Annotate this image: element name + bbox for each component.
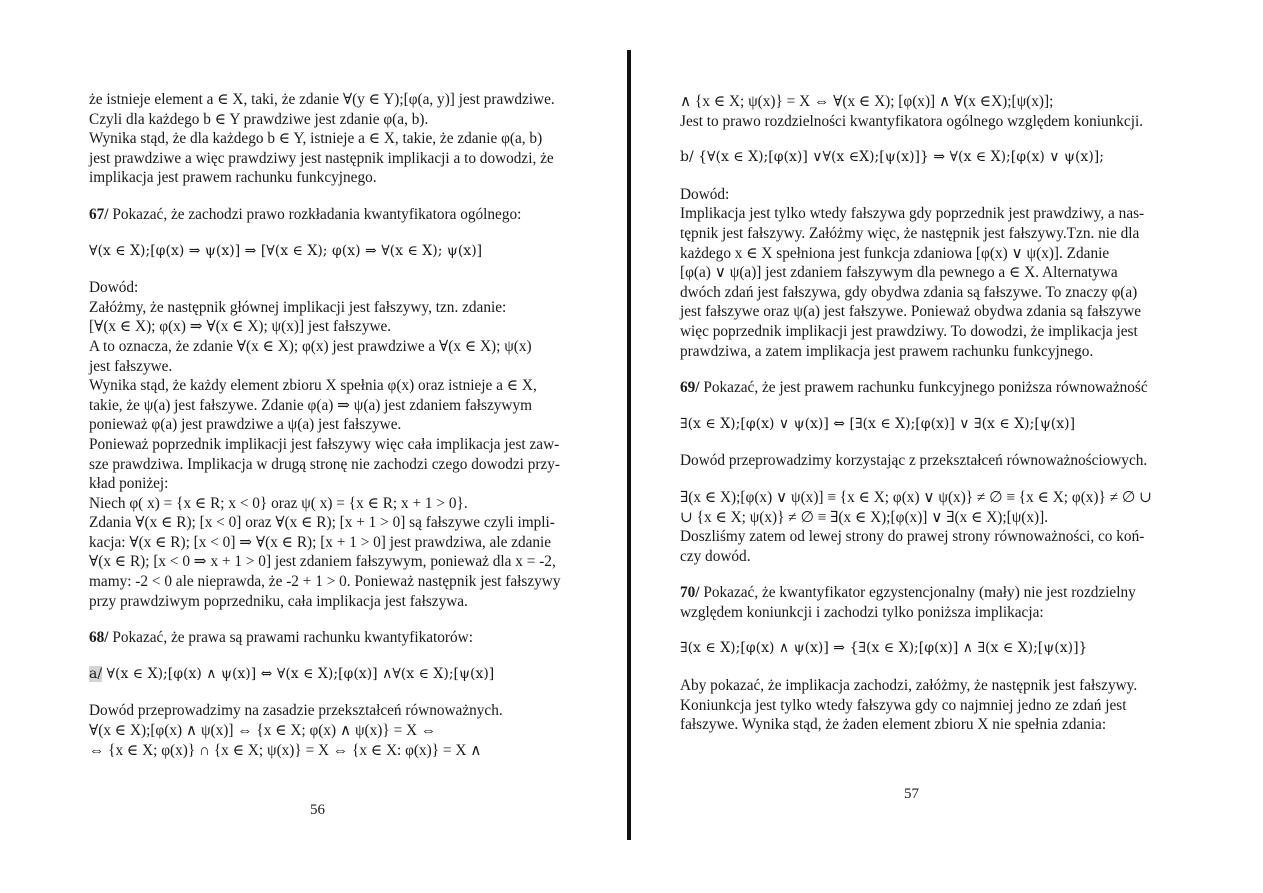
text-line: Zdania ∀(x ∈ R); [x < 0] oraz ∀(x ∈ R); [x + 1 > 0] są fałszywe czyli impli- bbox=[89, 514, 555, 532]
text-line: Wynika stąd, że dla każdego b ∈ Y, istnieje a ∈ X, takie, że zdanie φ(a, b) bbox=[89, 130, 543, 148]
right-page-text bbox=[680, 92, 1200, 735]
subpart-label: a/ bbox=[89, 665, 103, 682]
text-line: przy prawdziwym poprzedniku, cała implikacja jest fałszywa. bbox=[89, 592, 468, 610]
text-line: jest fałszywe. bbox=[89, 357, 173, 375]
text-line: więc poprzednik implikacji jest prawdziwy. To dowodzi, że implikacja jest bbox=[680, 322, 1138, 340]
exercise-69-formula: ∃(x ∈ X);[φ(x) ∨ ψ(x)] ⇔ [∃(x ∈ X);[φ(x)] ∨ ∃(x ∈ X);[ψ(x)] bbox=[680, 415, 1076, 432]
text-line: prawdziwa, a zatem implikacja jest prawem rachunku funkcyjnego. bbox=[680, 342, 1094, 360]
text-line: ⇔ {x ∈ X; φ(x)} ∩ {x ∈ X; ψ(x)} = X ⇔ {x ∈ X: φ(x)} = X ∧ bbox=[89, 741, 482, 759]
book-gutter bbox=[627, 50, 631, 840]
exercise-text: Pokazać, że zachodzi prawo rozkładania kwantyfikatora ogólnego: bbox=[108, 205, 522, 223]
exercise-number: 69/ bbox=[680, 379, 700, 397]
text-line: ∀(x ∈ X);[φ(x) ∧ ψ(x)] ⇔ {x ∈ X; φ(x) ∧ ψ(x)} = X ⇔ bbox=[89, 722, 437, 740]
text-line: takie, że ψ(a) jest fałszywe. Zdanie φ(a) ⇒ ψ(a) jest zdaniem fałszywym bbox=[89, 396, 532, 414]
text-line: [∀(x ∈ X); φ(x) ⇒ ∀(x ∈ X); ψ(x)] jest fałszywe. bbox=[89, 318, 392, 336]
left-page-text bbox=[89, 90, 599, 760]
text-line: każdego x ∈ X spełniona jest funkcja zdaniowa [φ(x) ∨ ψ(x)]. Zdanie bbox=[680, 244, 1110, 262]
text-line: Dowód: bbox=[89, 279, 139, 297]
exercise-number: 67/ bbox=[89, 205, 109, 223]
text-line: ∪ {x ∈ X; ψ(x)} ≠ ∅ ≡ ∃(x ∈ X);[φ(x)] ∨ ∃(x ∈ X);[ψ(x)]. bbox=[680, 508, 1049, 526]
text-line: A to oznacza, że zdanie ∀(x ∈ X); φ(x) jest prawdziwe a ∀(x ∈ X); ψ(x) bbox=[89, 337, 532, 355]
text-line: ponieważ φ(a) jest prawdziwe a ψ(a) jest fałszywe. bbox=[89, 416, 402, 434]
exercise-text: Pokazać, że jest prawem rachunku funkcyjnego poniższa równoważność bbox=[699, 379, 1148, 397]
text-line: jest prawdziwe a więc prawdziwy jest następnik implikacji a to dowodzi, że bbox=[89, 149, 554, 167]
page-number: 56 bbox=[310, 802, 325, 818]
text-line: Załóżmy, że następnik głównej implikacji jest fałszywy, tzn. zdanie: bbox=[89, 298, 507, 316]
text-line: Jest to prawo rozdzielności kwantyfikatora ogólnego względem koniunkcji. bbox=[680, 112, 1144, 130]
text-line: implikacja jest prawem rachunku funkcyjnego. bbox=[89, 169, 377, 187]
text-line: ∧ {x ∈ X; ψ(x)} = X ⇔ ∀(x ∈ X); [φ(x)] ∧ ∀(x ∈X);[ψ(x)]; bbox=[680, 93, 1054, 110]
text-line: Czyli dla każdego b ∈ Y prawdziwe jest zdanie φ(a, b). bbox=[89, 110, 429, 128]
exercise-text: Pokazać, że prawa są prawami rachunku kwantyfikatorów: bbox=[108, 629, 473, 647]
text-line: kład poniżej: bbox=[89, 475, 169, 493]
text-line: Dowód: bbox=[680, 185, 730, 203]
exercise-text: Pokazać, że kwantyfikator egzystencjonalny (mały) nie jest rozdzielny bbox=[699, 584, 1136, 602]
text-line: Doszliśmy zatem od lewej strony do prawej strony równoważności, co koń- bbox=[680, 528, 1145, 546]
text-line: [φ(a) ∨ ψ(a)] jest zdaniem fałszywym dla pewnego a ∈ X. Alternatywa bbox=[680, 264, 1118, 282]
text-line: Ponieważ poprzednik implikacji jest fałszywy więc cała implikacja jest zaw- bbox=[89, 435, 560, 453]
text-line: Aby pokazać, że implikacja zachodzi, załóżmy, że następnik jest fałszywy. bbox=[680, 677, 1138, 695]
text-line: że istnieje element a ∈ X, taki, że zdanie ∀(y ∈ Y);[φ(a, y)] jest prawdziwe. bbox=[89, 91, 555, 108]
text-line: jest fałszywe oraz ψ(a) jest fałszywe. Ponieważ obydwa zdania są fałszywe bbox=[680, 303, 1142, 321]
exercise-70-formula: ∃(x ∈ X);[φ(x) ∧ ψ(x)] ⇒ {∃(x ∈ X);[φ(x)] ∧ ∃(x ∈ X);[ψ(x)]} bbox=[680, 640, 1088, 657]
text-line: Implikacja jest tylko wtedy fałszywa gdy poprzednik jest prawdziwy, a nas- bbox=[680, 205, 1145, 223]
exercise-69-heading bbox=[680, 378, 1200, 398]
text-line: Niech φ( x) = {x ∈ R; x < 0} oraz ψ( x) = {x ∈ R; x + 1 > 0}. bbox=[89, 494, 468, 512]
right-page bbox=[632, 0, 1263, 893]
exercise-number: 68/ bbox=[89, 629, 109, 647]
formula-text: {∀(x ∈ X);[φ(x)] ∨∀(x ∈X);[ψ(x)]} ⇒ ∀(x ∈ X);[φ(x) ∨ ψ(x)]; bbox=[693, 149, 1104, 166]
subpart-label: b/ bbox=[680, 149, 694, 166]
exercise-67-formula: ∀(x ∈ X);[φ(x) ⇒ ψ(x)] ⇒ [∀(x ∈ X); φ(x) ⇒ ∀(x ∈ X); ψ(x)] bbox=[89, 242, 483, 259]
exercise-number: 70/ bbox=[680, 584, 700, 602]
exercise-70-heading bbox=[680, 583, 1200, 603]
text-line: fałszywe. Wynika stąd, że żaden element zbioru X nie spełnia zdania: bbox=[680, 716, 1107, 734]
exercise-68a-formula bbox=[89, 665, 599, 685]
exercise-67-heading bbox=[89, 205, 599, 225]
text-line: kacja: ∀(x ∈ R); [x < 0] ⇒ ∀(x ∈ R); [x + 1 > 0] jest prawdziwa, ale zdanie bbox=[89, 533, 552, 551]
text-line: ∀(x ∈ R); [x < 0 ⇒ x + 1 > 0] jest zdaniem fałszywym, ponieważ dla x = -2, bbox=[89, 553, 556, 571]
text-line: mamy: -2 < 0 ale nieprawda, że -2 + 1 > 0. Ponieważ następnik jest fałszywy bbox=[89, 573, 561, 591]
text-line: czy dowód. bbox=[680, 547, 751, 565]
text-line: tępnik jest fałszywy. Załóżmy więc, że następnik jest fałszywy.Tzn. nie dla bbox=[680, 224, 1140, 242]
text-line: Dowód przeprowadzimy na zasadzie przekształceń równoważnych. bbox=[89, 702, 503, 720]
formula-text: ∀(x ∈ X);[φ(x) ∧ ψ(x)] ⇔ ∀(x ∈ X);[φ(x)] ∧∀(x ∈ X);[ψ(x)] bbox=[102, 665, 495, 682]
text-line: dwóch zdań jest fałszywa, gdy obydwa zdania są fałszywe. To znaczy φ(a) bbox=[680, 283, 1138, 301]
page-number: 57 bbox=[904, 786, 919, 802]
text-line: względem koniunkcji i zachodzi tylko poniższa implikacja: bbox=[680, 603, 1044, 621]
text-line: Wynika stąd, że każdy element zbioru X spełnia φ(x) oraz istnieje a ∈ X, bbox=[89, 377, 537, 395]
text-line: Dowód przeprowadzimy korzystając z przekształceń równoważnościowych. bbox=[680, 452, 1148, 470]
exercise-68-heading bbox=[89, 628, 599, 648]
text-line: sze prawdziwa. Implikacja w drugą stronę nie zachodzi czego dowodzi przy- bbox=[89, 455, 561, 473]
exercise-68b-formula bbox=[680, 148, 1200, 168]
text-line: ∃(x ∈ X);[φ(x) ∨ ψ(x)] ≡ {x ∈ X; φ(x) ∨ ψ(x)} ≠ ∅ ≡ {x ∈ X; φ(x)} ≠ ∅ ∪ bbox=[680, 488, 1152, 506]
text-line: Koniunkcja jest tylko wtedy fałszywa gdy co najmniej jedno ze zdań jest bbox=[680, 696, 1127, 714]
